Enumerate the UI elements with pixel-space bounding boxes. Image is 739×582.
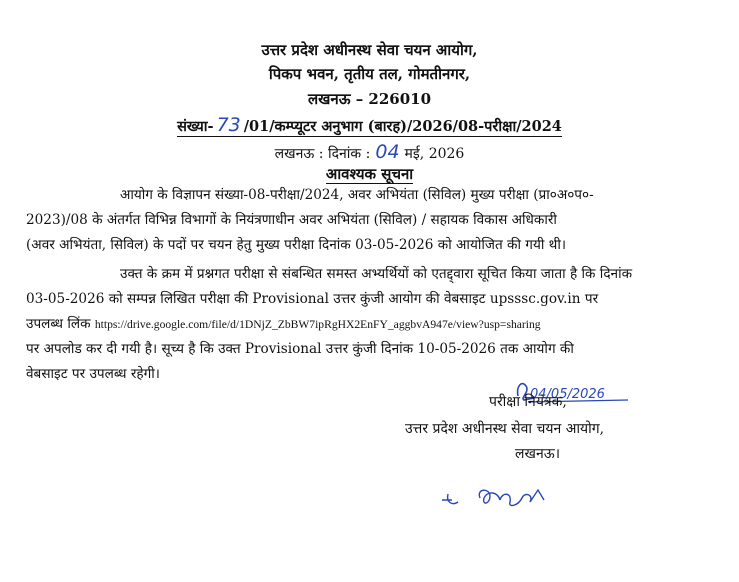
paragraph-line: वेबसाइट पर उपलब्ध रहेगी। <box>26 366 160 382</box>
signatory-org: उत्तर प्रदेश अधीनस्थ सेवा चयन आयोग, <box>405 421 605 437</box>
handwritten-initials <box>438 480 558 510</box>
paragraph-line: उक्त के क्रम में प्रश्नगत परीक्षा से संबन्धित समस्त अभ्यर्थियों को एतद्द्वारा सूचित किया जाता है कि दिनांक <box>120 266 633 282</box>
notice-subject: आवश्यक सूचना <box>325 165 414 183</box>
reference-suffix: /01/कम्प्यूटर अनुभाग (बारह)/2026/08-परीक्षा/2024 <box>243 118 562 135</box>
handwritten-date: 04/05/2026 <box>530 387 605 402</box>
paragraph-advertisement <box>26 183 668 258</box>
answer-key-link[interactable]: https://drive.google.com/file/d/1DNjZ_ZbBW7ipRgHX2EnFY_aggbvA947e/view?usp=sharing <box>94 318 541 331</box>
issue-date <box>0 141 739 163</box>
signatory-city: लखनऊ। <box>515 446 561 462</box>
reference-prefix: संख्या- <box>177 118 214 135</box>
link-prefix: उपलब्ध लिंक <box>26 316 91 332</box>
paragraph-line-link <box>26 312 668 337</box>
paragraph-line: 03-05-2026 को सम्पन्न लिखित परीक्षा की Provisional उत्तर कुंजी आयोग की वेबसाइट upsssc.gov.in पर <box>26 291 599 307</box>
paragraph-line: पर अपलोड कर दी गयी है। सूच्य है कि उक्त Provisional उत्तर कुंजी दिनांक 10-05-2026 तक आयोग की <box>26 341 574 357</box>
handwritten-day: 04 <box>375 141 400 163</box>
org-name: उत्तर प्रदेश अधीनस्थ सेवा चयन आयोग, <box>261 41 478 59</box>
handwritten-number: 73 <box>216 114 241 136</box>
reference-number <box>0 114 739 137</box>
org-address: पिकप भवन, तृतीय तल, गोमतीनगर, <box>268 65 471 83</box>
date-prefix: लखनऊ : दिनांक : <box>274 146 371 162</box>
paragraph-line: आयोग के विज्ञापन संख्या-08-परीक्षा/2024, अवर अभियंता (सिविल) मुख्य परीक्षा (प्रा०अ०प०- <box>120 187 594 203</box>
signatory-title: परीक्षा नियंत्रक, <box>489 394 567 410</box>
paragraph-line: 2023)/08 के अंतर्गत विभिन्न विभागों के नियंत्रणाधीन अवर अभियंता (सिविल) / सहायक विकास अधिकारी <box>26 212 557 228</box>
org-city: लखनऊ – 226010 <box>307 90 432 108</box>
paragraph-line: (अवर अभियंता, सिविल) के पदों पर चयन हेतु मुख्य परीक्षा दिनांक 03-05-2026 को आयोजित की गयी थी। <box>26 237 567 253</box>
date-suffix: मई, 2026 <box>404 146 465 162</box>
paragraph-answer-key <box>26 262 668 387</box>
